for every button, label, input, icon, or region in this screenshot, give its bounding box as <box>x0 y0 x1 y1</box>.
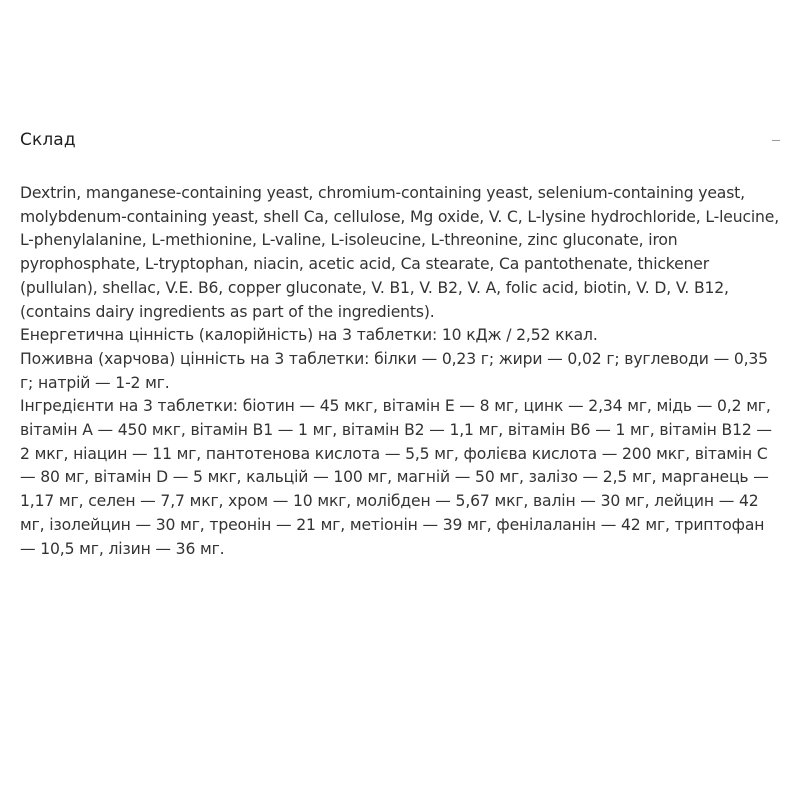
ingredients-per-dose-paragraph: Інгредієнти на 3 таблетки: біотин — 45 мкг, вітамін E — 8 мг, цинк — 2,34 мг, мідь — 0,2 мг, вітамін A — 450 мкг, вітамін B1 — 1 мг, вітамін B2 — 1,1 мг, вітамін B6 — 1 мг, вітамін B12 — 2 мкг, ніацин — 11 мг, пантотенова кислота — 5,5 мг, фолієва кислота — 200 мкг, вітамін C — 80 мг, вітамін D — 5 мкг, кальцій — 100 мг, магній — 50 мг, залізо — 2,5 мг, марганець — 1,17 мг, селен — 7,7 мкг, хром — 10 мкг, молібден — 5,67 мкг, валін — 30 мг, лейцин — 42 мг, ізолейцин — 30 мг, треонін — 21 мг, метіонін — 39 мг, фенілаланін — 42 мг, триптофан — 10,5 мг, лізин — 36 мг. <box>20 397 772 558</box>
composition-text <box>20 182 780 561</box>
energy-value-paragraph: Енергетична цінність (калорійність) на 3 таблетки: 10 кДж / 2,52 ккал. <box>20 326 598 345</box>
composition-section-header[interactable] <box>20 118 780 162</box>
nutrition-value-paragraph: Поживна (харчова) цінність на 3 таблетки: білки — 0,23 г; жири — 0,02 г; вуглеводи — 0,35 г; натрій — 1-2 мг. <box>20 349 768 392</box>
minus-icon[interactable] <box>762 130 782 150</box>
section-title: Склад <box>20 130 76 150</box>
ingredients-paragraph: Dextrin, manganese-containing yeast, chromium-containing yeast, selenium-containing yeast, molybdenum-containing yeast, shell Ca, cellulose, Mg oxide, V. C, L-lysine hydrochloride, L-leucine, L-phenylalanine, L-methionine, L-valine, L-isoleucine, L-threonine, zinc gluconate, iron pyrophosphate, L-tryptophan, niacin, acetic acid, Ca stearate, Ca pantothenate, thickener (pullulan), shellac, V.E. B6, copper gluconate, V. B1, V. B2, V. A, folic acid, biotin, V. D, V. B12, (contains dairy ingredients as part of the ingredients). <box>20 184 780 321</box>
composition-section <box>20 118 780 561</box>
